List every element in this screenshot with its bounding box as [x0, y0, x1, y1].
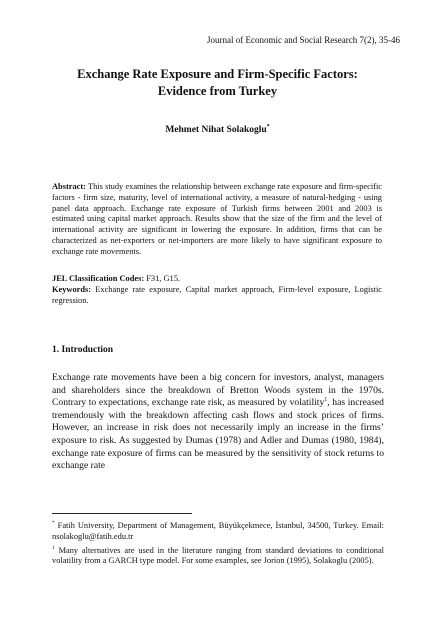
abstract-text: This study examines the relationship between exchange rate exposure and firm-specific factors - firm size, maturity, level of international activity, a measure of natural-hedging - using panel data approach. Exchange rate exposure of Turkish firms between 2001 and 2003 is estimated using capital market approach. Results show that the size of the firm and the level of international activity are significant in lowering the exposure. In addition, firms that can be characterized as net-exporters or net-importers are more likely to have significant exposure to exchange rate movements. — [52, 182, 382, 256]
footnote-author-text: Fatih University, Department of Management, Büyükçekmece, İstanbul, 34500, Turkey. Email: nsolakoglu@fatih.edu.tr — [52, 520, 384, 541]
jel-label: JEL Classification Codes: — [52, 274, 145, 283]
section-heading: 1. Introduction — [52, 345, 114, 355]
jel-codes — [52, 274, 382, 285]
keywords-label: Keywords: — [52, 284, 92, 294]
title-line-2: Evidence from Turkey — [157, 83, 278, 98]
author-text: Mehmet Nihat Solakoglu — [165, 125, 267, 136]
abstract — [52, 182, 382, 258]
author-name — [0, 124, 435, 135]
footnotes — [52, 518, 384, 567]
abstract-label: Abstract: — [52, 182, 86, 191]
intro-paragraph — [52, 372, 384, 473]
intro-text-2: , has increased tremendously with the breakdown affecting cash flows and stock prices of firms. However, an increase in risk does not necessarily imply an increase in the firms’ exposure to risk. As suggested by Dumas (1978) and Adler and Dumas (1980, 1984), exchange rate exposure of firms can be measured by the sensitivity of stock returns to exchange rate — [52, 397, 384, 472]
intro-footnote-mark: 1 — [324, 397, 328, 403]
footnote-author — [52, 518, 384, 543]
classification-block — [52, 274, 382, 306]
title-line-1: Exchange Rate Exposure and Firm-Specific Factors: — [77, 67, 358, 81]
author-footnote-mark: * — [266, 124, 270, 130]
footnote-volatility-text: Many alternatives are used in the literature ranging from standard deviations to conditional volatility from a GARCH type model. For some examples, see Jorion (1995), Solakoglu (2005). — [52, 545, 384, 566]
paper-title — [30, 66, 405, 99]
journal-header: Journal of Economic and Social Research 7(2), 35-46 — [207, 35, 400, 45]
footnote-author-mark: * — [52, 520, 55, 526]
jel-text: F31, G15. — [144, 274, 180, 283]
footnote-volatility — [52, 543, 384, 568]
footnote-volatility-mark: 1 — [52, 544, 55, 551]
intro-text-1: Exchange rate movements have been a big concern for investors, analyst, managers and shareholders since the breakdown of Bretton Woods system in the 1970s. Contrary to expectations, exchange rate risk, as measured by volatility — [52, 372, 384, 409]
keywords — [52, 285, 382, 307]
keywords-text: Exchange rate exposure, Capital market approach, Firm-level exposure, Logistic regression. — [52, 284, 382, 305]
footnote-divider — [52, 513, 192, 514]
